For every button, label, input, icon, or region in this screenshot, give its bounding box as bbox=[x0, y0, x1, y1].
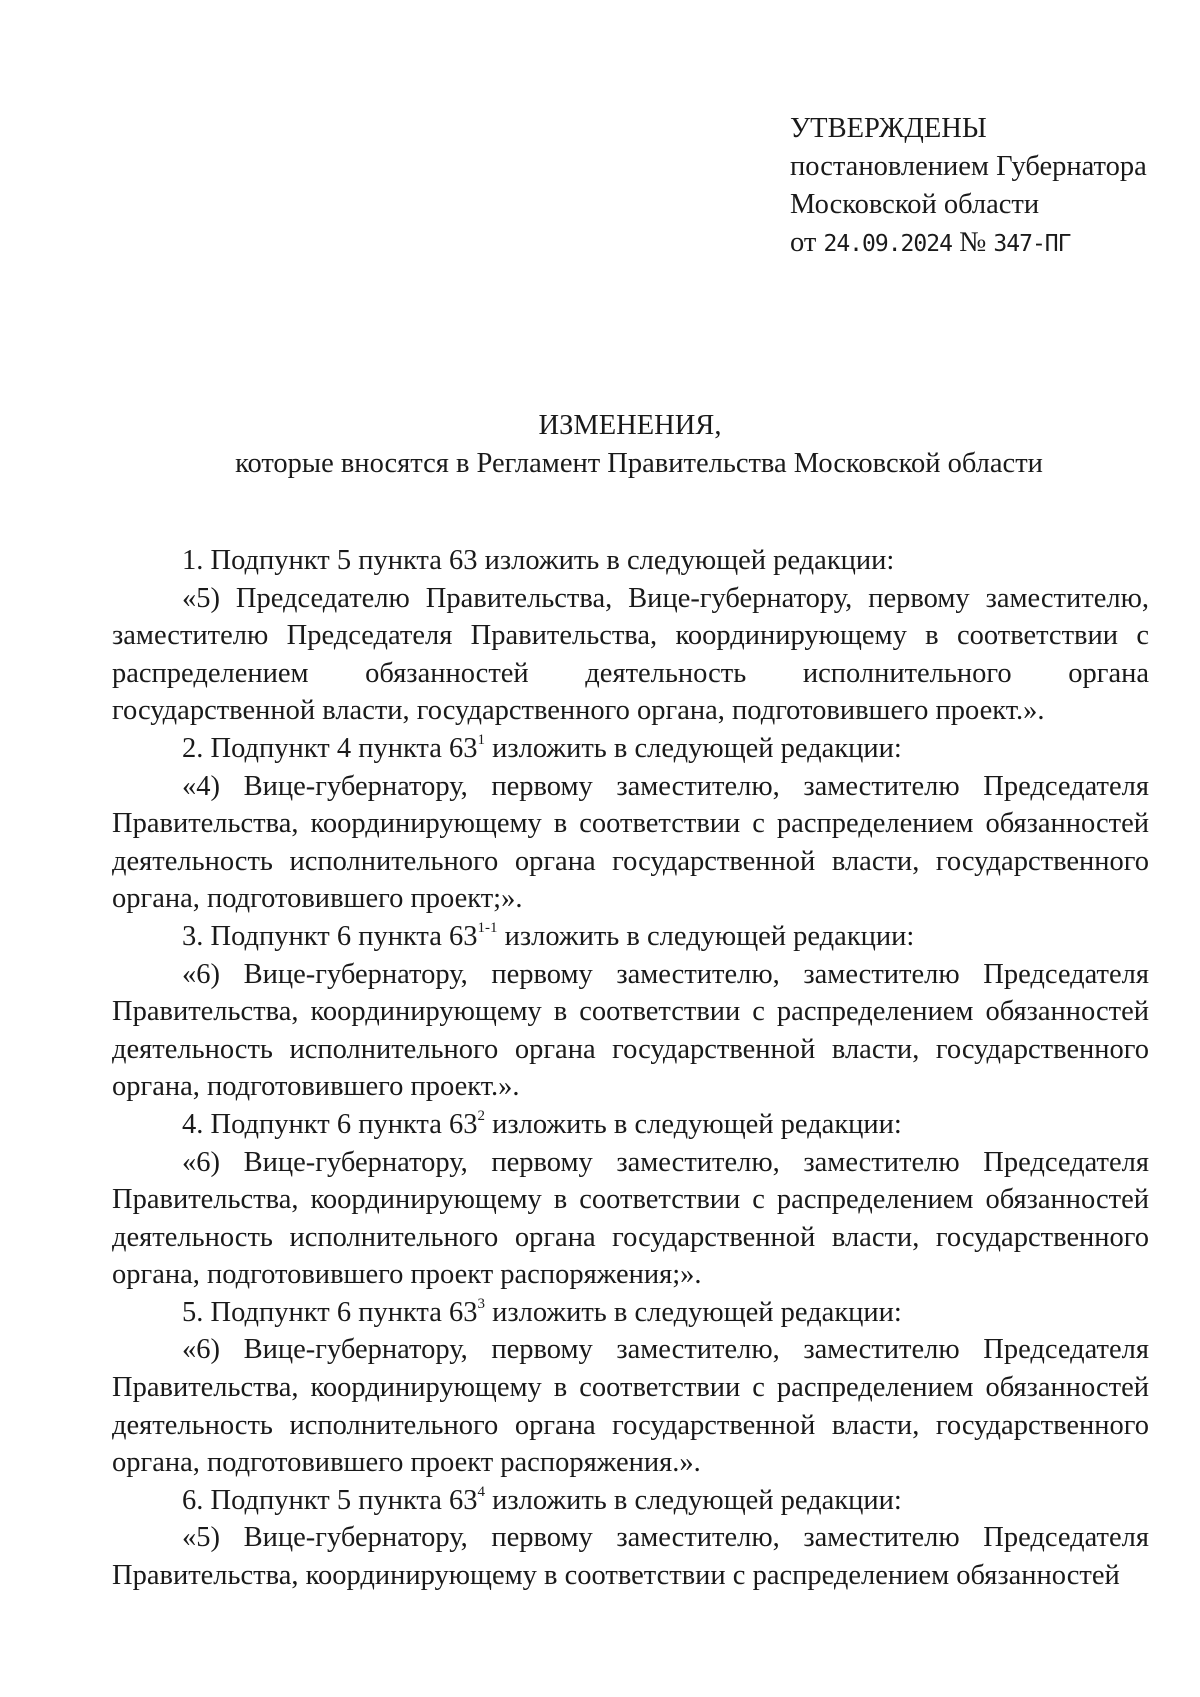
approval-heading: УТВЕРЖДЕНЫ bbox=[790, 113, 987, 144]
document-title-block bbox=[110, 407, 1150, 483]
approval-date-line bbox=[790, 224, 1147, 263]
item-heading-tail: изложить в следующей редакции: bbox=[477, 545, 895, 576]
item-heading-superscript: 4 bbox=[477, 1484, 485, 1501]
approval-date: 24.09.2024 bbox=[823, 231, 952, 257]
item-heading bbox=[112, 542, 1149, 580]
item-heading-tail: изложить в следующей редакции: bbox=[485, 1484, 902, 1516]
item-text: «4) Вице-губернатору, первому заместителю, заместителю Председателя Правительства, координирующему в соответствии с распределением обязанностей деятельность исполнительного органа государственной власти, государственного органа, подготовившего проект;». bbox=[112, 770, 1149, 915]
item-heading-tail: изложить в следующей редакции: bbox=[485, 1296, 902, 1328]
item-heading bbox=[112, 918, 1149, 956]
item-text: «6) Вице-губернатору, первому заместителю, заместителю Председателя Правительства, координирующему в соответствии с распределением обязанностей деятельность исполнительного органа государственной власти, государственного органа, подготовившего проект.». bbox=[112, 958, 1149, 1103]
approval-number: 347-ПГ bbox=[993, 231, 1071, 257]
document-title: ИЗМЕНЕНИЯ, bbox=[538, 410, 722, 441]
item-heading-superscript: 1 bbox=[477, 732, 485, 749]
item-heading-text: 3. Подпункт 6 пункта 63 bbox=[182, 920, 478, 952]
approval-region-line: Московской области bbox=[790, 189, 1040, 220]
item-heading-text: 1. Подпункт 5 пункта 63 bbox=[182, 545, 478, 576]
item-text: «6) Вице-губернатору, первому заместителю, заместителю Председателя Правительства, координирующему в соответствии с распределением обязанностей деятельность исполнительного органа государственной власти, государственного органа, подготовившего проект распоряжения;». bbox=[112, 1146, 1149, 1291]
item-heading bbox=[112, 1294, 1149, 1332]
item-heading-text: 4. Подпункт 6 пункта 63 bbox=[182, 1108, 478, 1140]
item-heading-tail: изложить в следующей редакции: bbox=[485, 732, 902, 764]
item-text: «5) Председателю Правительства, Вице-губернатору, первому заместителю, заместителю Председателя Правительства, координирующему в соответствии с распределением обязанностей деятельность исполнительного органа государственной власти, государственного органа, подготовившего проект.». bbox=[112, 582, 1149, 727]
approval-stamp bbox=[790, 110, 1147, 263]
item-heading bbox=[112, 1482, 1149, 1520]
approval-decree-line: постановлением Губернатора bbox=[790, 151, 1147, 182]
item-text: «5) Вице-губернатору, первому заместителю, заместителю Председателя Правительства, координирующему в соответствии с распределением обязанностей bbox=[112, 1522, 1149, 1592]
document-body bbox=[112, 542, 1149, 1595]
item-heading-superscript: 3 bbox=[477, 1296, 485, 1313]
item-heading-text: 5. Подпункт 6 пункта 63 bbox=[182, 1296, 478, 1328]
item-heading-tail: изложить в следующей редакции: bbox=[497, 920, 915, 952]
item-heading bbox=[112, 730, 1149, 768]
item-text: «6) Вице-губернатору, первому заместителю, заместителю Председателя Правительства, координирующему в соответствии с распределением обязанностей деятельность исполнительного органа государственной власти, государственного органа, подготовившего проект распоряжения.». bbox=[112, 1334, 1149, 1479]
item-heading-superscript: 1-1 bbox=[477, 920, 498, 937]
item-heading bbox=[112, 1106, 1149, 1144]
document-subtitle: которые вносятся в Регламент Правительства Московской области bbox=[235, 448, 1043, 479]
item-heading-superscript: 2 bbox=[477, 1108, 485, 1125]
item-heading-text: 2. Подпункт 4 пункта 63 bbox=[182, 732, 478, 764]
item-heading-text: 6. Подпункт 5 пункта 63 bbox=[182, 1484, 478, 1516]
approval-number-sign: № bbox=[959, 227, 987, 258]
approval-date-prefix: от bbox=[790, 227, 817, 258]
item-heading-tail: изложить в следующей редакции: bbox=[485, 1108, 902, 1140]
